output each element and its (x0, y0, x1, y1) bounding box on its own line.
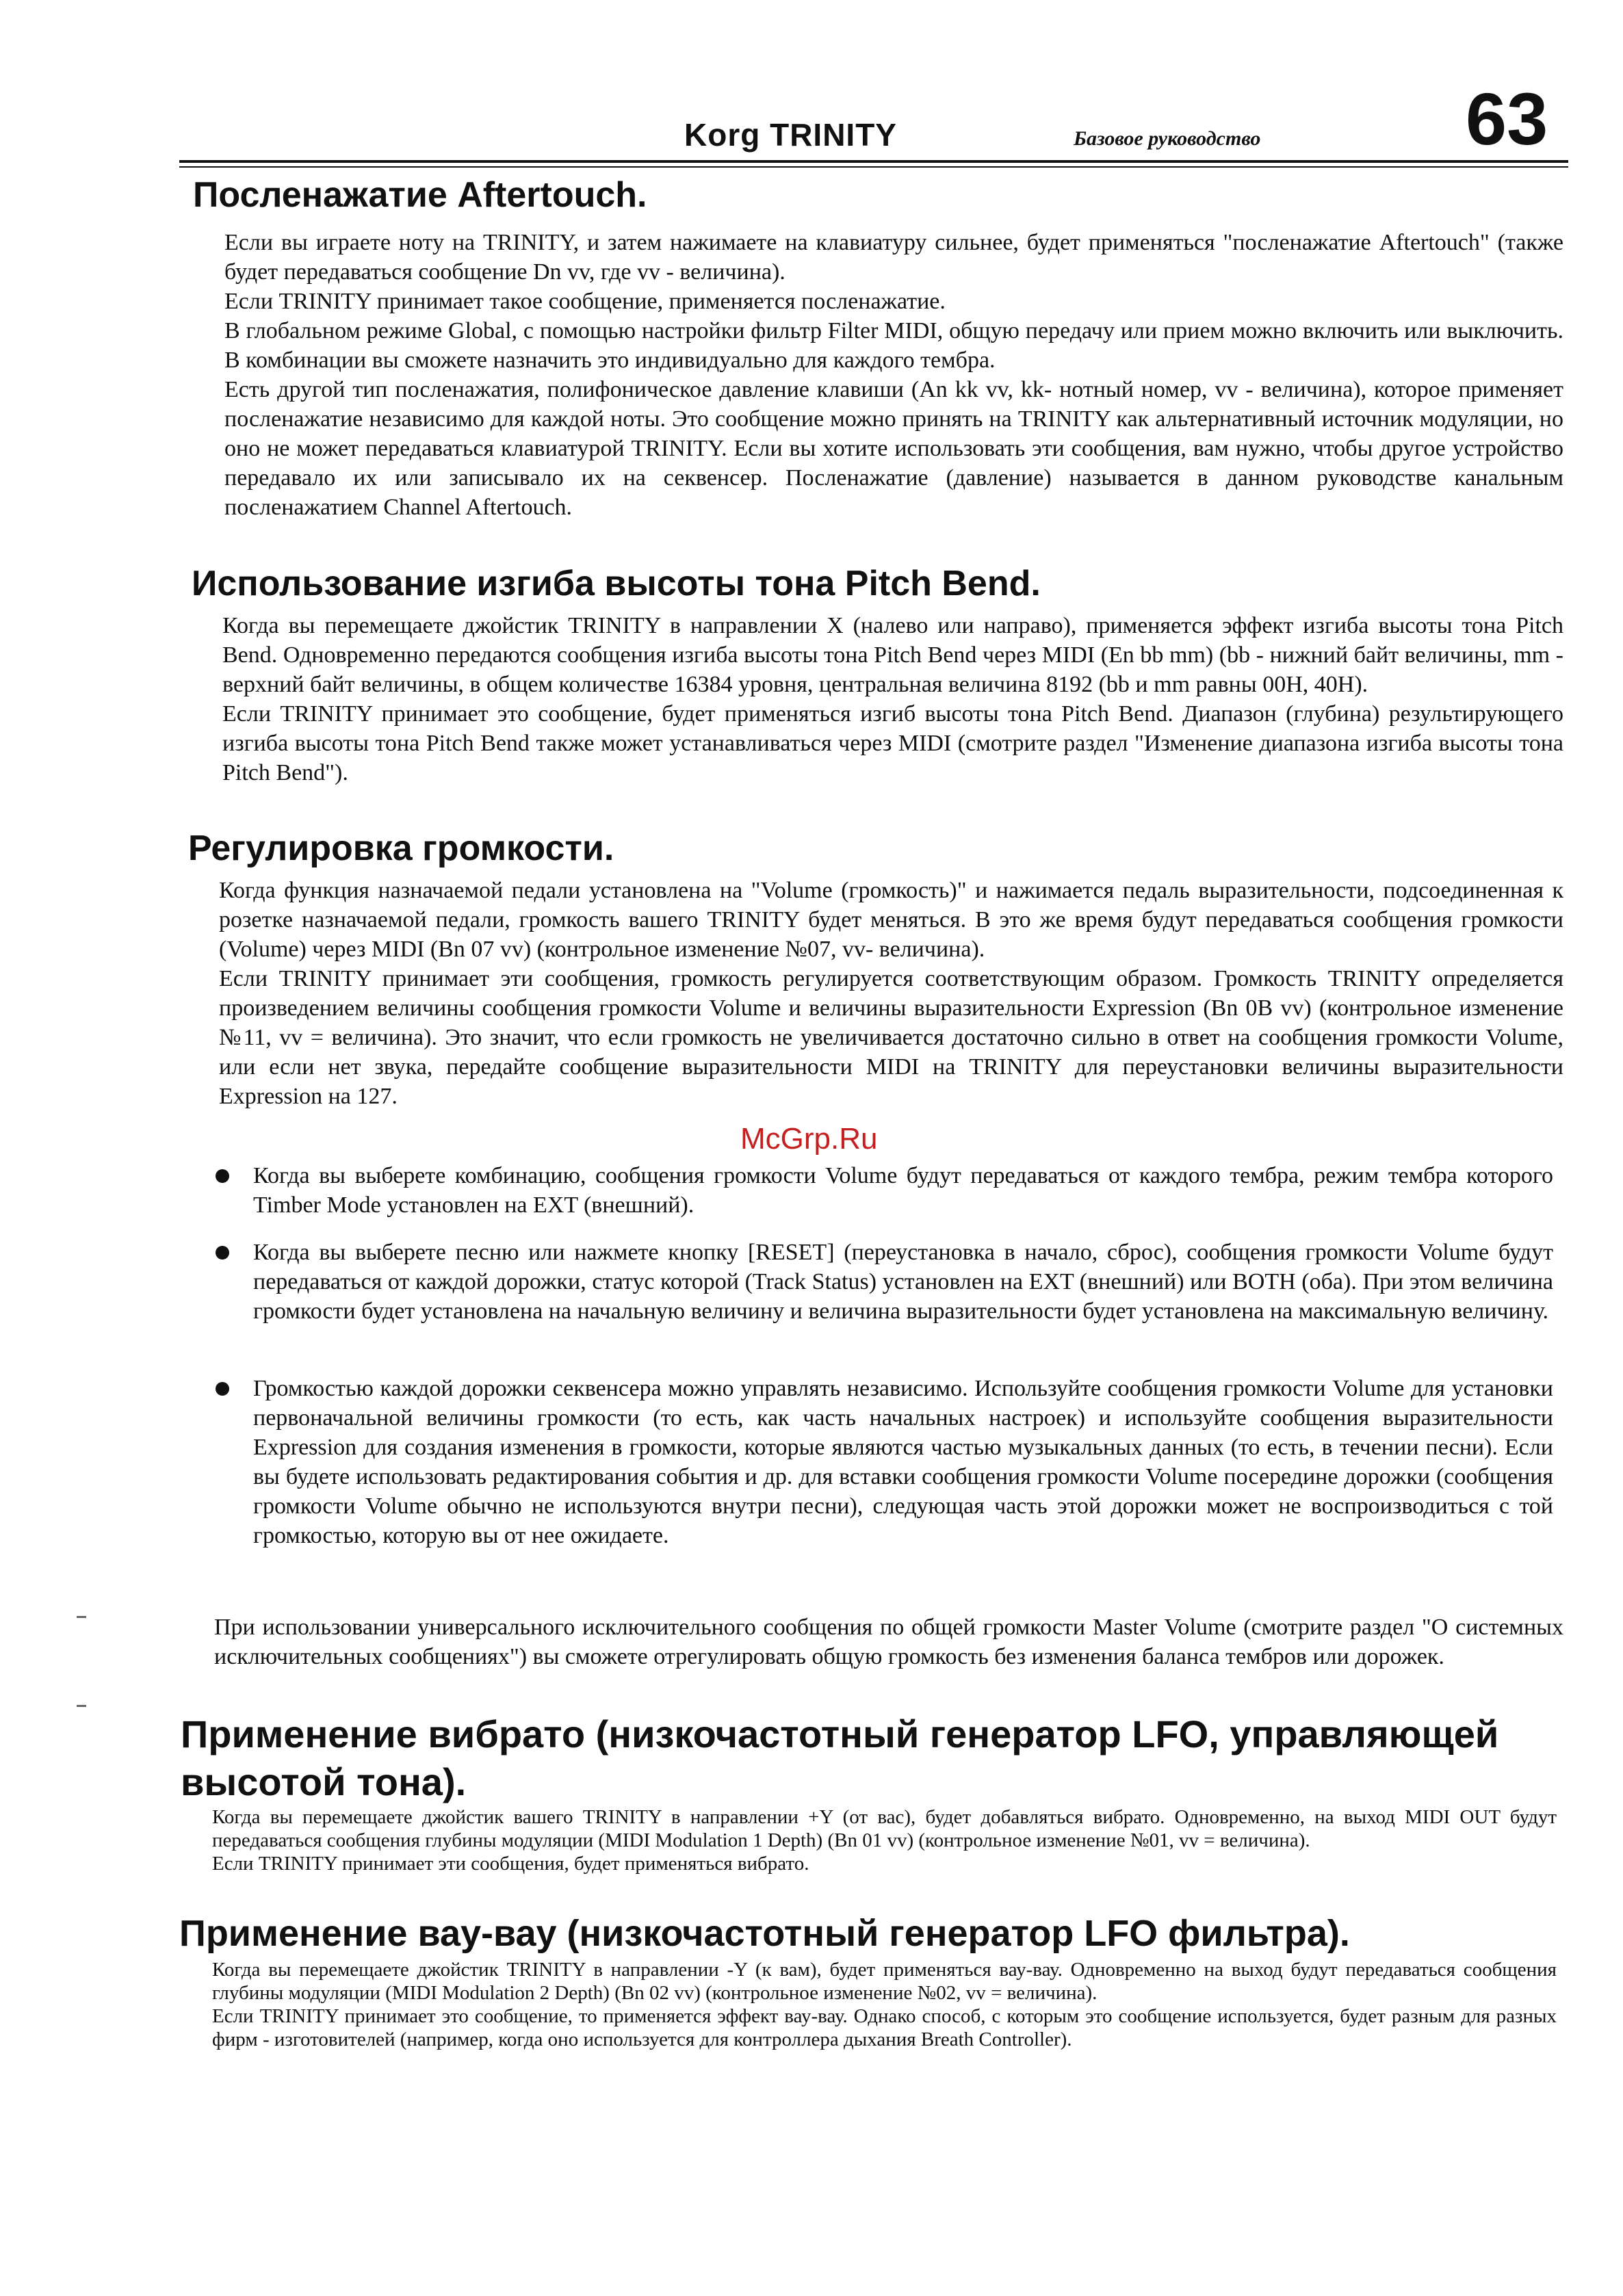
page-number: 63 (1466, 77, 1548, 160)
paragraph: Когда вы перемещаете джойстик TRINITY в направлении X (налево или направо), применяется эффект изгиба высоты тона Pitch Bend. Одновременно передаются сообщения изгиба высоты тона Pitch Bend через MIDI (En bb mm) (bb - нижний байт величины, mm - верхний байт величины, в общем количестве 16384 уровня, центральная величина 8192 (bb и mm равны 00H, 40H). (222, 613, 1563, 697)
paragraph: Есть другой тип посленажатия, полифоническое давление клавиши (An kk vv, kk- нотный номер, vv - величина), которое применяет посленажатие независимо для каждой ноты. Это сообщение можно принять на TRINITY как альтернативный источник модуляции, но оно не может передаваться клавиатурой TRINITY. Если вы хотите использовать эти сообщения, вам нужно, чтобы другое устройство передавало их или записывало их на секвенсер. Посленажатие (давление) называется в данном руководстве канальным посленажатием Channel Aftertouch. (224, 377, 1563, 520)
section-body-pitch-bend (222, 611, 1563, 787)
bullet-item (216, 1161, 1553, 1220)
bullet-text: Громкостью каждой дорожки секвенсера можно управлять независимо. Используйте сообщения громкости Volume для установки первоначальной величины громкости (то есть, как часть начальных настроек) и используйте сообщения выразительности Expression для создания изменения в громкости, которые являются частью музыкальных данных (то есть, в течении песни). Если вы будете использовать редактирования события и др. для вставки сообщения громкости Volume посередине дорожки (сообщения громкости Volume обычно не используются внутри песни), следующая часть этой дорожки может не воспроизводиться с той громкостью, которую вы от нее ожидаете. (253, 1376, 1553, 1548)
scan-mark (77, 1705, 86, 1707)
bullet-text: Когда вы выберете комбинацию, сообщения громкости Volume будут передаваться от каждого тембра, режим тембра которого Timber Mode установлен на EXT (внешний). (253, 1163, 1553, 1218)
section-body-wah-wah (212, 1958, 1557, 2051)
section-body-vibrato (212, 1805, 1557, 1875)
paragraph: Если TRINITY принимает эти сообщения, громкость регулируется соответствующим образом. Громкость TRINITY определяется произведением величины сообщения громкости Volume и величины выразительности Expression (Bn 0B vv) (контрольное изменение №11, vv = величина). Это значит, что если громкость не увеличивается достаточно сильно в ответ на сообщения громкости Volume, или если нет звука, передайте сообщение выразительности MIDI на TRINITY для переустановки величины выразительности Expression на 127. (219, 966, 1564, 1109)
bullet-icon (216, 1246, 229, 1260)
scan-mark (77, 1616, 86, 1618)
header-rule (179, 160, 1568, 163)
paragraph: Если TRINITY принимает это сообщение, будет применяться изгиб высоты тона Pitch Bend. Диапазон (глубина) результирующего изгиба высоты тона Pitch Bend также может устанавливаться через MIDI (смотрите раздел "Изменение диапазона изгиба высоты тона Pitch Bend"). (222, 701, 1563, 785)
paragraph: Если TRINITY принимает эти сообщения, будет применяться вибрато. (212, 1853, 809, 1875)
bullet-text: Когда вы выберете песню или нажмете кнопку [RESET] (переустановка в начало, сброс), сообщения громкости Volume будут передаваться от каждой дорожки, статус которой (Track Status) установлен на EXT (внешний) или BOTH (оба). При этом величина громкости будет установлена на начальную величину и величина выразительности будет установлена на максимальную величину. (253, 1240, 1553, 1324)
bullet-item (216, 1238, 1553, 1326)
page-header (179, 77, 1568, 171)
bullet-item (216, 1374, 1553, 1550)
header-rule-thin (179, 166, 1568, 168)
brand-title: Korg TRINITY (684, 117, 897, 153)
section-body-volume (219, 876, 1563, 1111)
section-heading-volume: Регулировка громкости. (188, 829, 614, 868)
bullet-icon (216, 1382, 229, 1396)
paragraph: Если TRINITY принимает это сообщение, то применяется эффект вау-вау. Однако способ, с которым это сообщение используется, будет разным для разных фирм - изготовителей (например, когда оно используется для контроллера дыхания Breath Controller). (212, 2005, 1557, 2050)
section-heading-aftertouch: Посленажатие Aftertouch. (193, 175, 647, 215)
paragraph: Если вы играете ноту на TRINITY, и затем нажимаете на клавиатуру сильнее, будет применяться "посленажатие Aftertouch" (также будет передаваться сообщение Dn vv, где vv - величина). (224, 230, 1563, 285)
running-title: Базовое руководство (1074, 127, 1261, 150)
bullet-icon (216, 1169, 229, 1183)
volume-closing-paragraph (214, 1613, 1563, 1671)
section-heading-pitch-bend: Использование изгиба высоты тона Pitch Bend. (192, 564, 1041, 603)
paragraph: В глобальном режиме Global, с помощью настройки фильтр Filter MIDI, общую передачу или прием можно включить или выключить. В комбинации вы сможете назначить это индивидуально для каждого тембра. (224, 318, 1563, 373)
paragraph: Когда вы перемещаете джойстик TRINITY в направлении -Y (к вам), будет применяться вау-вау. Одновременно на выход будут передаваться сообщения глубины модуляции (MIDI Modulation 2 Depth) (Bn 02 vv) (контрольное изменение №02, vv = величина). (212, 1959, 1557, 2004)
section-heading-wah-wah: Применение вау-вау (низкочастотный генератор LFO фильтра). (179, 1913, 1350, 1954)
paragraph: Когда функция назначаемой педали установлена на "Volume (громкость)" и нажимается педаль выразительности, подсоединенная к розетке назначаемой педали, громкость вашего TRINITY будет меняться. В это же время будут передаваться сообщения громкости (Volume) через MIDI (Bn 07 vv) (контрольное изменение №07, vv- величина). (219, 878, 1563, 962)
paragraph: Если TRINITY принимает такое сообщение, применяется посленажатие. (224, 289, 946, 314)
paragraph: При использовании универсального исключительного сообщения по общей громкости Master Volume (смотрите раздел "О системных исключительных сообщениях") вы сможете отрегулировать общую громкость без изменения баланса тембров или дорожек. (214, 1615, 1563, 1669)
watermark: McGrp.Ru (740, 1122, 878, 1156)
paragraph: Когда вы перемещаете джойстик вашего TRINITY в направлении +Y (от вас), будет добавляться вибрато. Одновременно, на выход MIDI OUT будут передаваться сообщения глубины модуляции (MIDI Modulation 1 Depth) (Bn 01 vv) (контрольное изменение №01, vv = величина). (212, 1806, 1557, 1851)
section-body-aftertouch (224, 228, 1563, 522)
section-heading-vibrato: Применение вибрато (низкочастотный генератор LFO, управляющей высотой тона). (181, 1712, 1499, 1803)
